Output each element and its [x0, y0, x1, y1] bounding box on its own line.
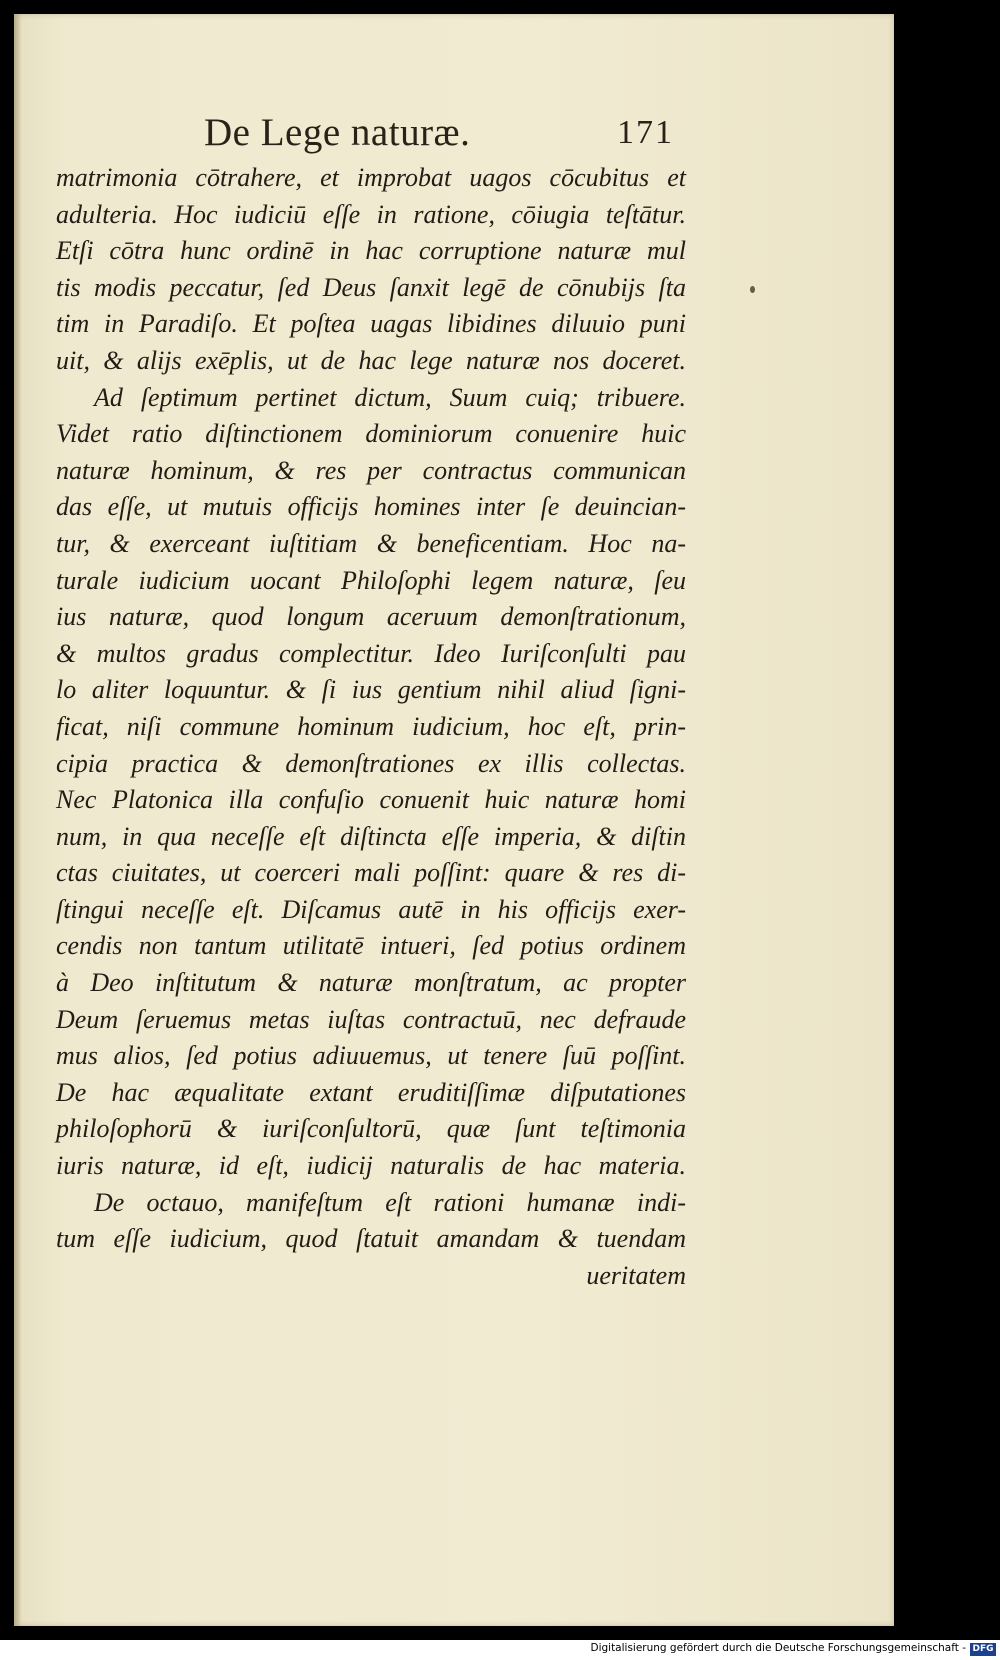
- running-head: De Lege naturæ.: [204, 111, 471, 154]
- text-line: à Deo inſtitutum & naturæ monſtratum, ac propter: [56, 968, 686, 998]
- text-line: cendis non tantum utilitatē intueri, ſed potius ordinem: [56, 931, 686, 961]
- text-line: Etſi cōtra hunc ordinē in hac corruptione naturæ mul: [56, 236, 686, 266]
- text-line: uit, & alijs exēplis, ut de hac lege naturæ nos doceret.: [56, 345, 686, 375]
- digitization-footer: [0, 1640, 1000, 1660]
- funding-credit: Digitalisierung gefördert durch die Deutsche Forschungsgemeinschaft -: [590, 1642, 966, 1654]
- text-line: Deum ſeruemus metas iuſtas contractuū, nec defraude: [56, 1004, 686, 1034]
- text-line: ſtingui neceſſe eſt. Diſcamus autē in his officijs exer-: [56, 894, 686, 924]
- text-line: iuris naturæ, id eſt, iudicij naturalis de hac materia.: [56, 1151, 686, 1181]
- text-line: matrimonia cōtrahere, et improbat uagos cōcubitus et: [56, 163, 686, 192]
- text-line: ius naturæ, quod longum aceruum demonſtrationum,: [56, 602, 686, 632]
- text-line: turale iudicium uocant Philoſophi legem naturæ, ſeu: [56, 565, 686, 595]
- text-line: adulteria. Hoc iudiciū eſſe in ratione, cōiugia teſtātur.: [56, 199, 686, 229]
- text-line: Videt ratio diſtinctionem dominiorum conuenire huic: [56, 419, 686, 449]
- text-line: & multos gradus complectitur. Ideo Iuriſconſulti pau: [56, 638, 686, 668]
- catchword: ueritatem: [586, 1260, 686, 1290]
- text-line: tum eſſe iudicium, quod ſtatuit amandam & tuendam: [56, 1224, 686, 1254]
- text-line: cipia practica & demonſtrationes ex illis collectas.: [56, 748, 686, 778]
- text-line: naturæ hominum, & res per contractus communican: [56, 455, 686, 485]
- text-line: ctas ciuitates, ut coerceri mali poſſint: quare & res di-: [56, 858, 686, 888]
- text-line: De hac æqualitate extant eruditiſſimæ diſputationes: [56, 1077, 686, 1107]
- text-line: num, in qua neceſſe eſt diſtincta eſſe imperia, & diſtin: [56, 821, 686, 851]
- page-gutter-shadow: [14, 14, 22, 1626]
- text-line: tis modis peccatur, ſed Deus ſanxit legē de cōnubijs ſta: [56, 272, 686, 302]
- text-line: De octauo, manifeſtum eſt rationi humanæ indi-: [94, 1187, 686, 1217]
- text-line: tur, & exerceant iuſtitiam & beneficentiam. Hoc na-: [56, 528, 686, 558]
- ink-speck: [750, 286, 755, 293]
- body-text: [56, 160, 686, 1294]
- text-line: Nec Platonica illa confuſio conuenit huic naturæ homi: [56, 785, 686, 815]
- text-line: ficat, niſi commune hominum iudicium, hoc eſt, prin-: [56, 711, 686, 741]
- text-line: philoſophorū & iuriſconſultorū, quæ ſunt teſtimonia: [56, 1114, 686, 1144]
- text-line: mus alios, ſed potius adiuuemus, ut tenere ſuū poſſint.: [56, 1041, 686, 1071]
- dfg-logo-icon: DFG: [970, 1643, 996, 1656]
- text-line: tim in Paradiſo. Et poſtea uagas libidines diluuio puni: [56, 309, 686, 339]
- text-line: Ad ſeptimum pertinet dictum, Suum cuiq; tribuere.: [94, 382, 686, 412]
- page-number: 171: [617, 114, 674, 151]
- page-header: [204, 110, 674, 158]
- text-line: das eſſe, ut mutuis officijs homines inter ſe deuincian-: [56, 492, 686, 522]
- text-line: lo aliter loquuntur. & ſi ius gentium nihil aliud ſigni-: [56, 675, 686, 705]
- book-page: [14, 14, 894, 1626]
